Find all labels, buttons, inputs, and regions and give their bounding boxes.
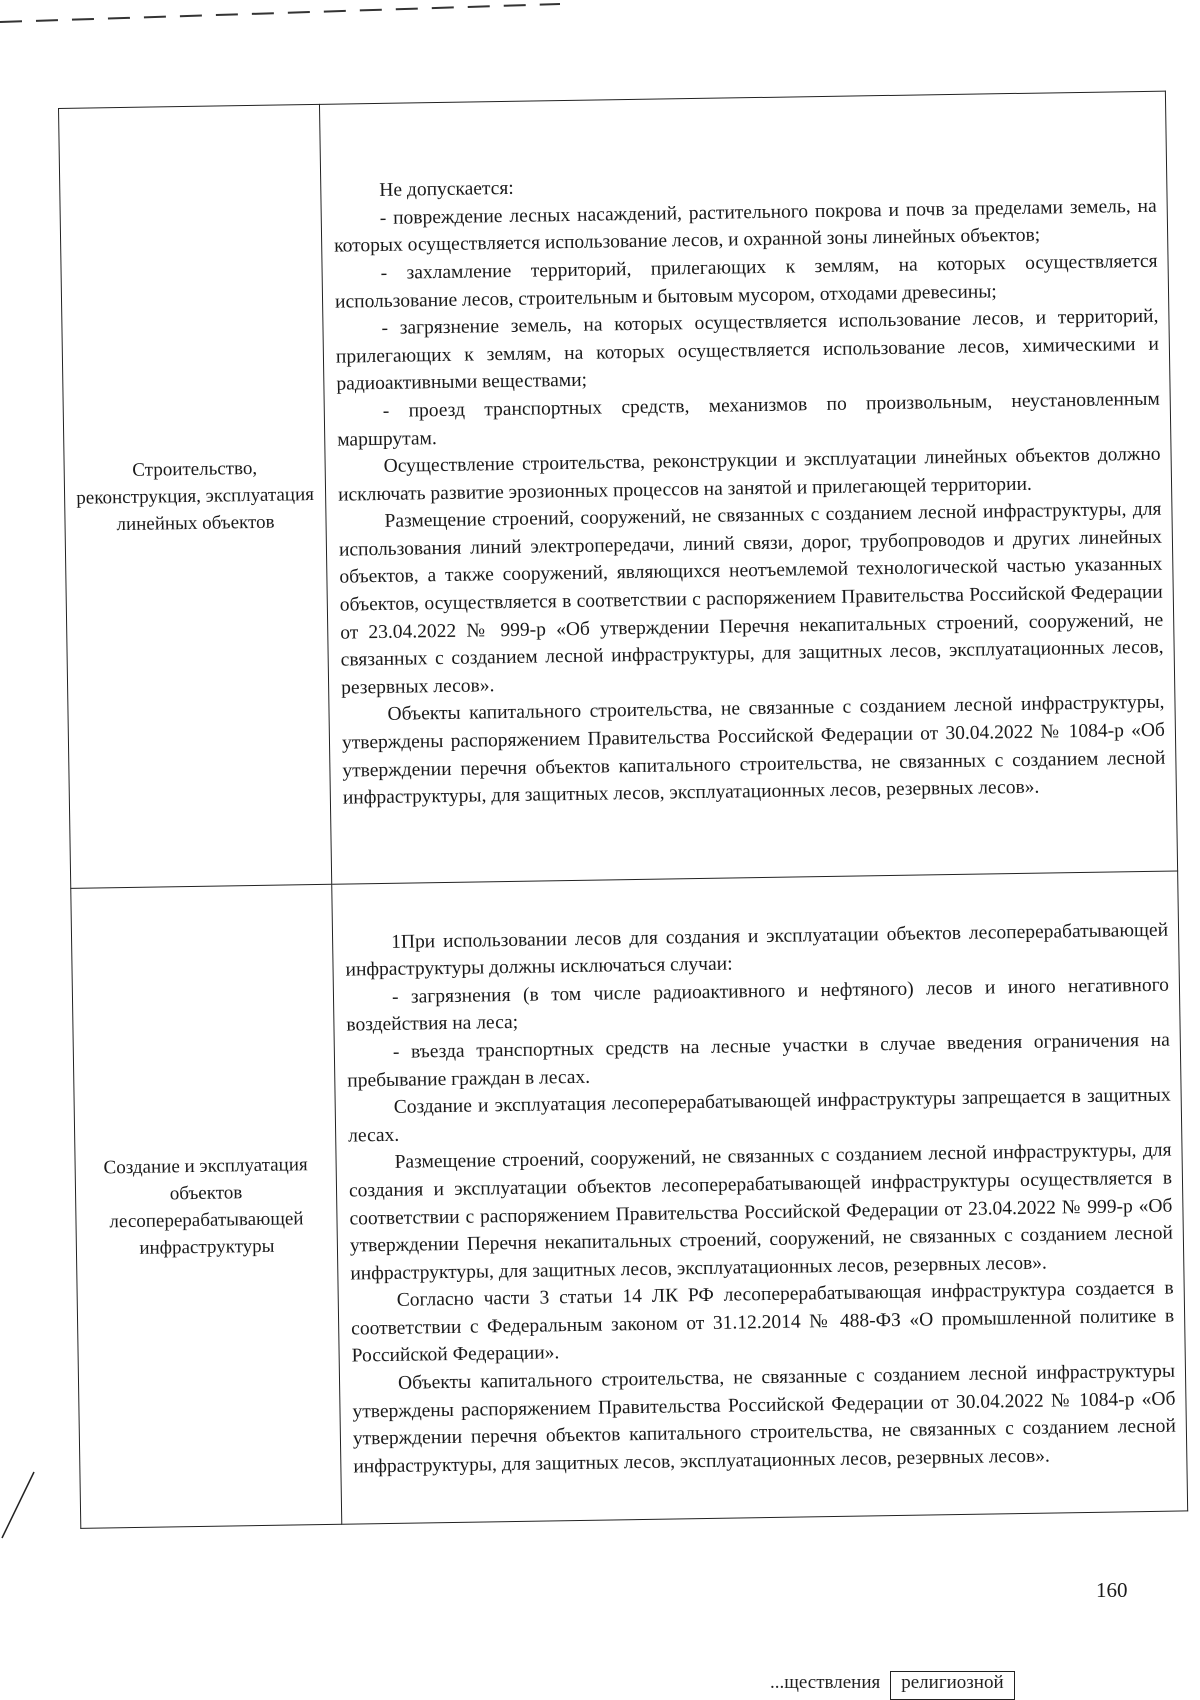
footer-boxed-text: религиозной: [890, 1671, 1014, 1700]
paragraph: Объекты капитального строительства, не связанные с созданием лесной инфраструктуры утверждены распоряжением Правительства Российской Федерации от 30.04.2022 № 1084-р «Об утверждении перечня объектов капитального строительства, не связанных с созданием лесной инфраструктуры, для защитных лесов, эксплуатационных лесов, резервных лесов».: [352, 1360, 1177, 1478]
table-row: [71, 871, 1188, 1528]
regulations-table: [58, 91, 1188, 1529]
paragraph: - загрязнения (в том числе радиоактивного и нефтяного) лесов и иного негативного воздействия на леса;: [346, 974, 1170, 1036]
page-number: 160: [1096, 1578, 1128, 1602]
document-page: [58, 91, 1188, 1529]
paragraph: Объекты капитального строительства, не связанные с созданием лесной инфраструктуры, утверждены распоряжением Правительства Российской Федерации от 30.04.2022 № 1084-р «Об утверждении перечня объектов капитального строительства, не связанных с созданием лесной инфраструктуры, для защитных лесов, эксплуатационных лесов, резервных лесов».: [341, 692, 1166, 809]
paragraph: Размещение строений, сооружений, не связанных с созданием лесной инфраструктуры, для создания и эксплуатации объектов лесоперерабатывающей инфраструктуры осуществляется в соответствии с распоряжением Правительства Российской Федерации от 23.04.2022 № 999-р «Об утверждении Перечня некапитальных строений, сооружений, не связанных с созданием лесной инфраструктуры, для защитных лесов, эксплуатационных лесов, резервных лесов».: [348, 1139, 1173, 1285]
paragraph: Осуществление строительства, реконструкции и эксплуатации линейных объектов должно исключать развитие эрозионных процессов на занятой и прилегающей территории.: [337, 443, 1161, 506]
paragraph: Не допускается:: [379, 178, 514, 202]
paragraph: Размещение строений, сооружений, не связанных с созданием лесной инфраструктуры, для использования линий электропередачи, линий связи, дорог, трубопроводов и других линейных объектов, а также сооружений, являющихся неотъемлемой технологической частью указанных объектов, осуществляется в соответствии с распоряжением Правительства Российской Федерации от 23.04.2022 № 999-р «Об утверждении Перечня некапитальных строений, сооружений, не связанных с созданием лесной инфраструктуры, для защитных лесов, эксплуатационных лесов, резервных лесов».: [338, 499, 1164, 699]
paragraph: - повреждение лесных насаждений, растительного покрова и почв за пределами земель, на которых осуществляется использование лесов, и охранной зоны линейных объектов;: [334, 195, 1157, 258]
margin-pen-mark: [0, 1470, 40, 1540]
scan-top-dashes: [0, 0, 600, 30]
paragraph: 1При использовании лесов для создания и эксплуатации объектов лесоперерабатывающей инфраструктуры должны исключаться случаи:: [345, 919, 1169, 981]
paragraph: Согласно части 3 статьи 14 ЛК РФ лесоперерабатывающая инфраструктура создается в соответствии с Федеральным законом от 31.12.2014 № 488-ФЗ «О промышленной политике в Российской Федерации».: [351, 1277, 1175, 1368]
category-cell: Строительство, реконструкция, эксплуатация линейных объектов: [59, 104, 332, 888]
paragraph: Создание и эксплуатация лесоперерабатывающей инфраструктуры запрещается в защитных лесах.: [348, 1084, 1171, 1147]
category-cell: Создание и эксплуатация объектов лесоперерабатывающей инфраструктуры: [71, 884, 342, 1528]
paragraph: - захламление территорий, прилегающих к землям, на которых осуществляется использование лесов, строительным и бытовым мусором, отходами древесины;: [334, 250, 1158, 313]
footer-text: ...ществления: [770, 1672, 881, 1693]
requirements-cell: [332, 871, 1188, 1524]
paragraph: - въезда транспортных средств на лесные участки в случае введения ограничения на пребывание граждан в лесах.: [347, 1029, 1170, 1092]
paragraph: - загрязнение земель, на которых осуществляется использование лесов, и территорий, прилегающих к землям, на которых осуществляется использование лесов, химическими и радиоактивными веществами;: [335, 305, 1160, 395]
requirements-cell: [319, 91, 1177, 884]
paragraph: - проезд транспортных средств, механизмов по произвольным, неустановленным маршрутам.: [337, 388, 1160, 451]
table-row: [59, 91, 1178, 888]
next-page-fragment: [770, 1672, 1015, 1694]
